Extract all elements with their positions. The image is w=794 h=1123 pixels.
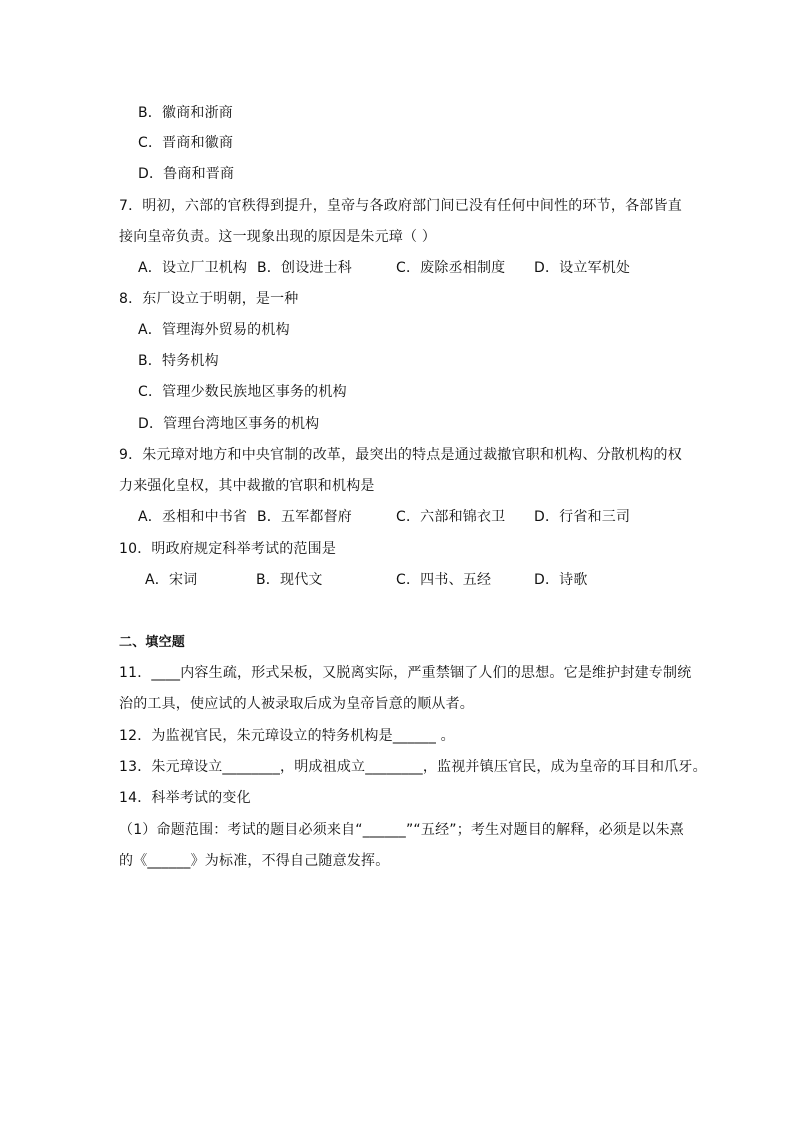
q8-option-b: B．特务机构: [138, 353, 219, 369]
q14-part1-line1: （1）命题范围：考试的题目必须来自“______”“五经”；考生对题目的解释，必须是以朱熹: [119, 822, 684, 838]
q9-option-b: B．五军都督府: [257, 509, 353, 525]
q10-option-c: C．四书、五经: [396, 572, 492, 588]
q14-part1-line2: 的《______》为标准，不得自己随意发挥。: [119, 853, 390, 869]
section-title-fill-in: 二、填空题: [119, 635, 186, 650]
q7-option-b: B．创设进士科: [257, 260, 353, 276]
q7-option-c: C．废除丞相制度: [396, 260, 506, 276]
q9-option-c: C．六部和锦衣卫: [396, 509, 506, 525]
q7-stem-line1: 7．明初，六部的官秩得到提升，皇帝与各政府部门间已没有任何中间性的环节，各部皆直: [119, 198, 682, 214]
q13-stem: 13．朱元璋设立________，明成祖成立________，监视并镇压官民，成为皇帝的耳目和爪牙。: [119, 759, 707, 775]
q14-stem: 14．科举考试的变化: [119, 790, 251, 806]
q6-option-b: B．徽商和浙商: [138, 105, 234, 121]
q7-option-a: A．设立厂卫机构: [138, 260, 248, 276]
q6-option-c: C．晋商和徽商: [138, 135, 234, 151]
q11-stem-line1: 11．____内容生疏，形式呆板，又脱离实际，严重禁锢了人们的思想。它是维护封建专制统: [119, 665, 692, 681]
q10-stem: 10．明政府规定科举考试的范围是: [119, 541, 337, 557]
q7-option-d: D．设立军机处: [534, 260, 631, 276]
q8-option-c: C．管理少数民族地区事务的机构: [138, 384, 347, 400]
q10-option-d: D．诗歌: [534, 572, 588, 588]
q9-stem-line2: 力来强化皇权，其中裁撤的官职和机构是: [119, 478, 375, 494]
q6-option-d: D．鲁商和晋商: [138, 166, 235, 182]
q12-stem: 12．为监视官民，朱元璋设立的特务机构是______ 。: [119, 728, 455, 744]
q9-stem-line1: 9．朱元璋对地方和中央官制的改革，最突出的特点是通过裁撤官职和机构、分散机构的权: [119, 447, 682, 463]
q11-stem-line2: 治的工具，使应试的人被录取后成为皇帝旨意的顺从者。: [119, 696, 474, 712]
q9-option-a: A．丞相和中书省: [138, 509, 248, 525]
q8-option-d: D．管理台湾地区事务的机构: [138, 416, 320, 432]
q10-option-a: A．宋词: [145, 572, 198, 588]
q8-stem: 8．东厂设立于明朝，是一种: [119, 291, 299, 307]
q9-option-d: D．行省和三司: [534, 509, 631, 525]
q7-stem-line2: 接向皇帝负责。这一现象出现的原因是朱元璋（ ）: [119, 229, 437, 245]
q8-option-a: A．管理海外贸易的机构: [138, 322, 290, 338]
q10-option-b: B．现代文: [256, 572, 323, 588]
